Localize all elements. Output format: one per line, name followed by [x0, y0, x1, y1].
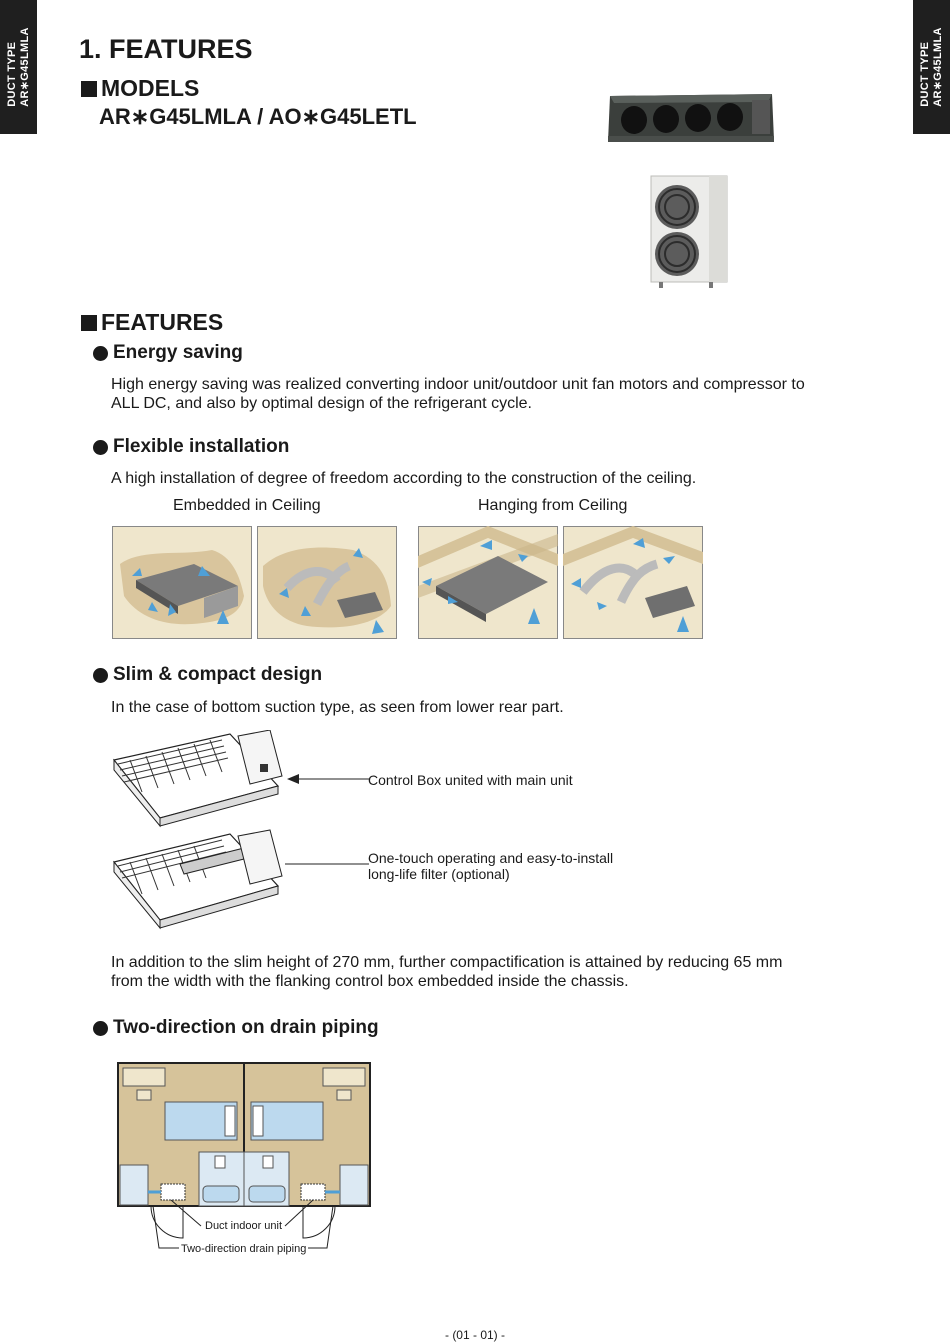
bullet-icon — [93, 668, 108, 683]
slim-compact-text: In the case of bottom suction type, as seen from lower rear part. — [111, 699, 564, 716]
unit-drawing-filter — [110, 828, 285, 932]
side-tab-line2: AR∗G45LMLA — [18, 27, 31, 107]
square-bullet-icon — [81, 81, 97, 97]
embedded-ceiling-illustration-2 — [257, 526, 397, 639]
unit-drawing-control-box — [110, 730, 285, 830]
page-number: - (01 - 01) - — [444, 1328, 505, 1342]
hanging-ceiling-illustration-2 — [563, 526, 703, 639]
slim-compact-heading: Slim & compact design — [93, 664, 322, 686]
callout-filter: One-touch operating and easy-to-install long-life filter (optional) — [368, 850, 614, 882]
outdoor-unit-photo — [647, 174, 733, 290]
caption-hanging: Hanging from Ceiling — [478, 497, 628, 514]
energy-saving-text: High energy saving was realized converting indoor unit/outdoor unit fan motors and compressor to ALL DC, and also by optimal design of the refrigerant cycle. — [111, 376, 805, 412]
side-tab-line2: AR∗G45LMLA — [931, 27, 944, 107]
indoor-unit-photo — [604, 90, 776, 148]
callout-control-box: Control Box united with main unit — [368, 772, 573, 788]
label-drain-piping: Two-direction drain piping — [181, 1243, 307, 1255]
square-bullet-icon — [81, 315, 97, 331]
caption-embedded: Embedded in Ceiling — [173, 497, 321, 514]
side-tab-line1: DUCT TYPE — [918, 41, 931, 107]
drain-piping-heading: Two-direction on drain piping — [93, 1017, 379, 1039]
bullet-icon — [93, 1021, 108, 1036]
side-tab-left — [0, 0, 37, 134]
side-tab-right — [913, 0, 950, 134]
hanging-ceiling-illustration-1 — [418, 526, 558, 639]
label-duct-indoor-unit: Duct indoor unit — [205, 1220, 283, 1232]
side-tab-line1: DUCT TYPE — [5, 41, 18, 107]
callout-lines — [285, 770, 370, 870]
bullet-icon — [93, 440, 108, 455]
flexible-installation-text: A high installation of degree of freedom according to the construction of the ceiling. — [111, 470, 697, 487]
flexible-installation-heading: Flexible installation — [93, 436, 289, 458]
model-names: AR∗G45LMLA / AO∗G45LETL — [99, 104, 417, 129]
page-title: 1. FEATURES — [79, 34, 253, 64]
models-heading: MODELS — [81, 75, 199, 102]
slim-compact-paragraph: In addition to the slim height of 270 mm, further compactification is attained by reducing 65 mm from the width with the flanking control box embedded inside the chassis. — [111, 954, 783, 990]
features-heading: FEATURES — [81, 309, 223, 336]
energy-saving-heading: Energy saving — [93, 342, 243, 364]
embedded-ceiling-illustration-1 — [112, 526, 252, 639]
bullet-icon — [93, 346, 108, 361]
